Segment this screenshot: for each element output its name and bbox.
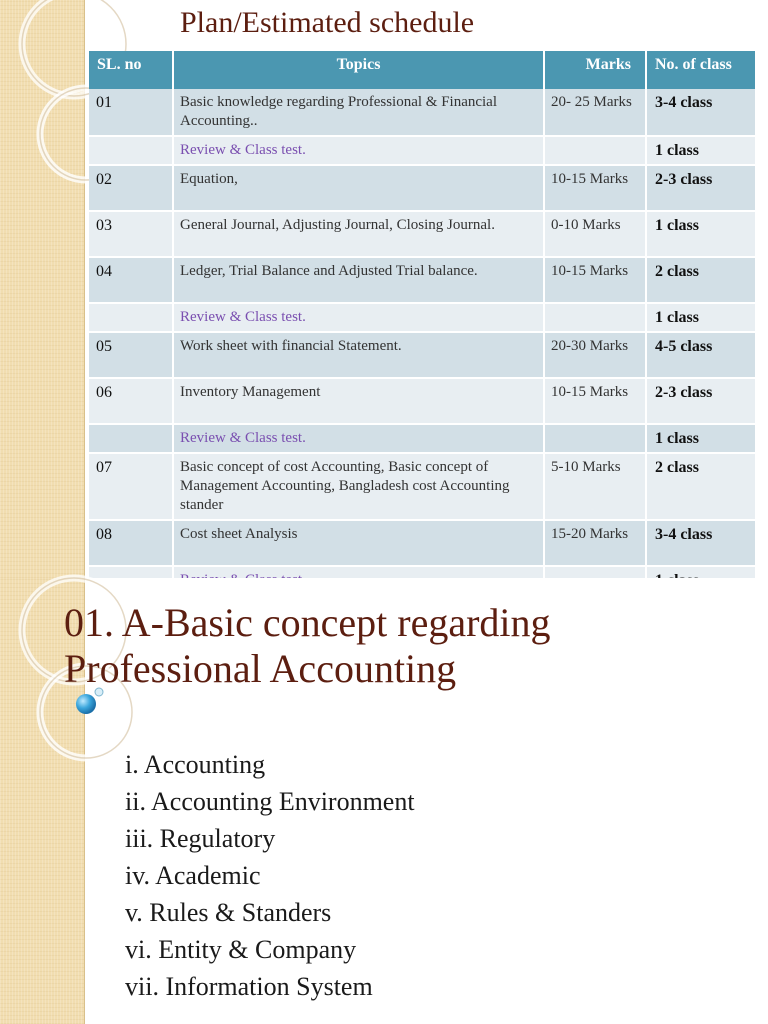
table-row: [89, 303, 756, 332]
cell-classes: 2-3 class: [646, 378, 756, 424]
cell-classes: 1 class: [646, 136, 756, 165]
cell-topic: Basic knowledge regarding Professional & Financial Accounting..: [173, 89, 544, 136]
table-row: [89, 453, 756, 520]
list-item: vii. Information System: [125, 972, 373, 1001]
cell-marks: 10-15 Marks: [544, 378, 646, 424]
table-row: [89, 520, 756, 566]
cell-sl: 01: [89, 89, 173, 136]
header-classes: No. of class: [646, 51, 756, 89]
cell-topic: Inventory Management: [173, 378, 544, 424]
cell-sl: 04: [89, 257, 173, 303]
schedule-table: [89, 51, 757, 596]
table-row: [89, 89, 756, 136]
cell-marks: 20- 25 Marks: [544, 89, 646, 136]
list-item: ii. Accounting Environment: [125, 787, 415, 816]
cell-marks: 10-15 Marks: [544, 165, 646, 211]
cell-topic: Equation,: [173, 165, 544, 211]
cell-topic: Work sheet with financial Statement.: [173, 332, 544, 378]
cell-sl: 02: [89, 165, 173, 211]
cell-marks: [544, 303, 646, 332]
table-row: [89, 332, 756, 378]
list-item: iii. Regulatory: [125, 824, 276, 853]
bead-ornament: [76, 694, 96, 714]
cell-sl: [89, 303, 173, 332]
cell-marks: 20-30 Marks: [544, 332, 646, 378]
cell-classes: 2-3 class: [646, 165, 756, 211]
cell-classes: 2 class: [646, 257, 756, 303]
list-item: iv. Academic: [125, 861, 261, 890]
cell-topic: General Journal, Adjusting Journal, Closing Journal.: [173, 211, 544, 257]
header-sl: SL. no: [89, 51, 173, 89]
cell-marks: [544, 136, 646, 165]
topic-list: [125, 746, 415, 1005]
cell-classes: 2 class: [646, 453, 756, 520]
list-item: v. Rules & Standers: [125, 898, 332, 927]
cell-marks: [544, 424, 646, 453]
cell-sl: 06: [89, 378, 173, 424]
slide-title: Plan/Estimated schedule: [180, 6, 475, 39]
slide-basic-concept: [0, 578, 768, 1024]
table-row: [89, 136, 756, 165]
header-marks: Marks: [544, 51, 646, 89]
table-row: [89, 257, 756, 303]
cell-topic: Cost sheet Analysis: [173, 520, 544, 566]
cell-classes: 3-4 class: [646, 520, 756, 566]
cell-topic: Ledger, Trial Balance and Adjusted Trial balance.: [173, 257, 544, 303]
cell-sl: 07: [89, 453, 173, 520]
cell-topic: Review & Class test.: [173, 136, 544, 165]
cell-classes: 1 class: [646, 424, 756, 453]
cell-sl: 05: [89, 332, 173, 378]
cell-classes: 3-4 class: [646, 89, 756, 136]
cell-topic: Review & Class test.: [173, 424, 544, 453]
cell-marks: 5-10 Marks: [544, 453, 646, 520]
cell-sl: [89, 424, 173, 453]
cell-classes: 1 class: [646, 211, 756, 257]
header-topics: Topics: [173, 51, 544, 89]
cell-topic: Basic concept of cost Accounting, Basic concept of Management Accounting, Bangladesh cost Accounting stander: [173, 453, 544, 520]
cell-marks: 10-15 Marks: [544, 257, 646, 303]
table-row: [89, 211, 756, 257]
slide-title: 01. A-Basic concept regarding Professional Accounting: [64, 600, 551, 691]
cell-marks: 0-10 Marks: [544, 211, 646, 257]
table-row: [89, 378, 756, 424]
cell-classes: 4-5 class: [646, 332, 756, 378]
list-item: i. Accounting: [125, 750, 266, 779]
cell-sl: 03: [89, 211, 173, 257]
cell-sl: 08: [89, 520, 173, 566]
cell-marks: 15-20 Marks: [544, 520, 646, 566]
table-row: [89, 424, 756, 453]
cell-sl: [89, 136, 173, 165]
cell-topic: Review & Class test.: [173, 303, 544, 332]
table-row: [89, 165, 756, 211]
list-item: vi. Entity & Company: [125, 935, 357, 964]
cell-classes: 1 class: [646, 303, 756, 332]
table-header-row: [89, 51, 756, 89]
